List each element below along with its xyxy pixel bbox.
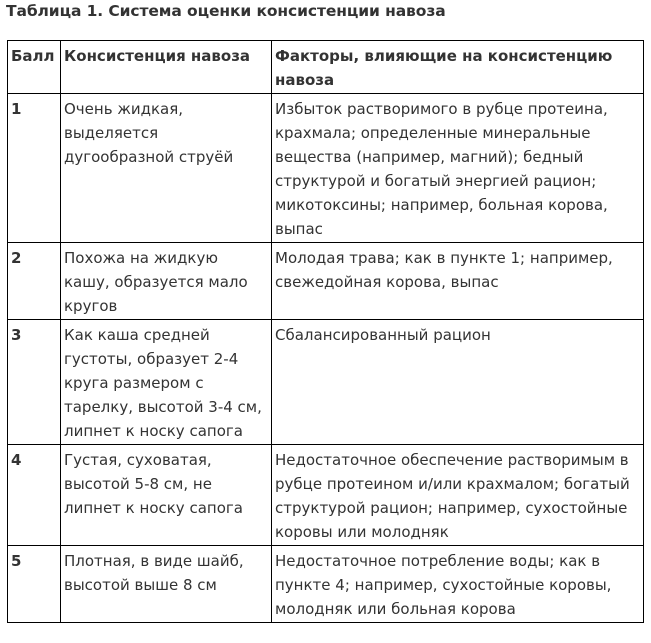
factors-cell: Избыток растворимого в рубце протеина, крахмала; определенные минеральные вещества (например, магний); бедный структурой и богатый энергией рацион; микотоксины; например, больная корова, выпас [272, 94, 644, 243]
table-row [8, 445, 644, 546]
score-cell: 1 [8, 94, 61, 243]
consistency-cell: Плотная, в виде шайб, высотой выше 8 см [61, 546, 272, 623]
table-header-row [8, 41, 644, 94]
score-cell: 4 [8, 445, 61, 546]
score-cell: 5 [8, 546, 61, 623]
consistency-cell: Очень жидкая, выделяется дугообразной струёй [61, 94, 272, 243]
table-row [8, 94, 644, 243]
factors-cell: Недостаточное обеспечение растворимым в рубце протеином и/или крахмалом; богатый структурой рацион; например, сухостойные коровы или молодняк [272, 445, 644, 546]
table-row [8, 546, 644, 623]
table-row [8, 320, 644, 445]
factors-cell: Сбалансированный рацион [272, 320, 644, 445]
header-factors: Факторы, влияющие на консистенцию навоза [272, 41, 644, 94]
factors-cell: Молодая трава; как в пункте 1; например, свежедойная корова, выпас [272, 243, 644, 320]
table-caption: Таблица 1. Система оценки консистенции навоза [6, 2, 446, 20]
consistency-cell: Как каша средней густоты, образует 2-4 круга размером с тарелку, высотой 3-4 см, липнет к носку сапога [61, 320, 272, 445]
score-cell: 3 [8, 320, 61, 445]
consistency-cell: Похожа на жидкую кашу, образуется мало кругов [61, 243, 272, 320]
factors-cell: Недостаточное потребление воды; как в пункте 4; например, сухостойные коровы, молодняк или больная корова [272, 546, 644, 623]
table-row [8, 243, 644, 320]
header-consistency: Консистенция навоза [61, 41, 272, 94]
score-cell: 2 [8, 243, 61, 320]
header-score: Балл [8, 41, 61, 94]
manure-consistency-table [7, 40, 644, 623]
consistency-cell: Густая, суховатая, высотой 5-8 см, не липнет к носку сапога [61, 445, 272, 546]
